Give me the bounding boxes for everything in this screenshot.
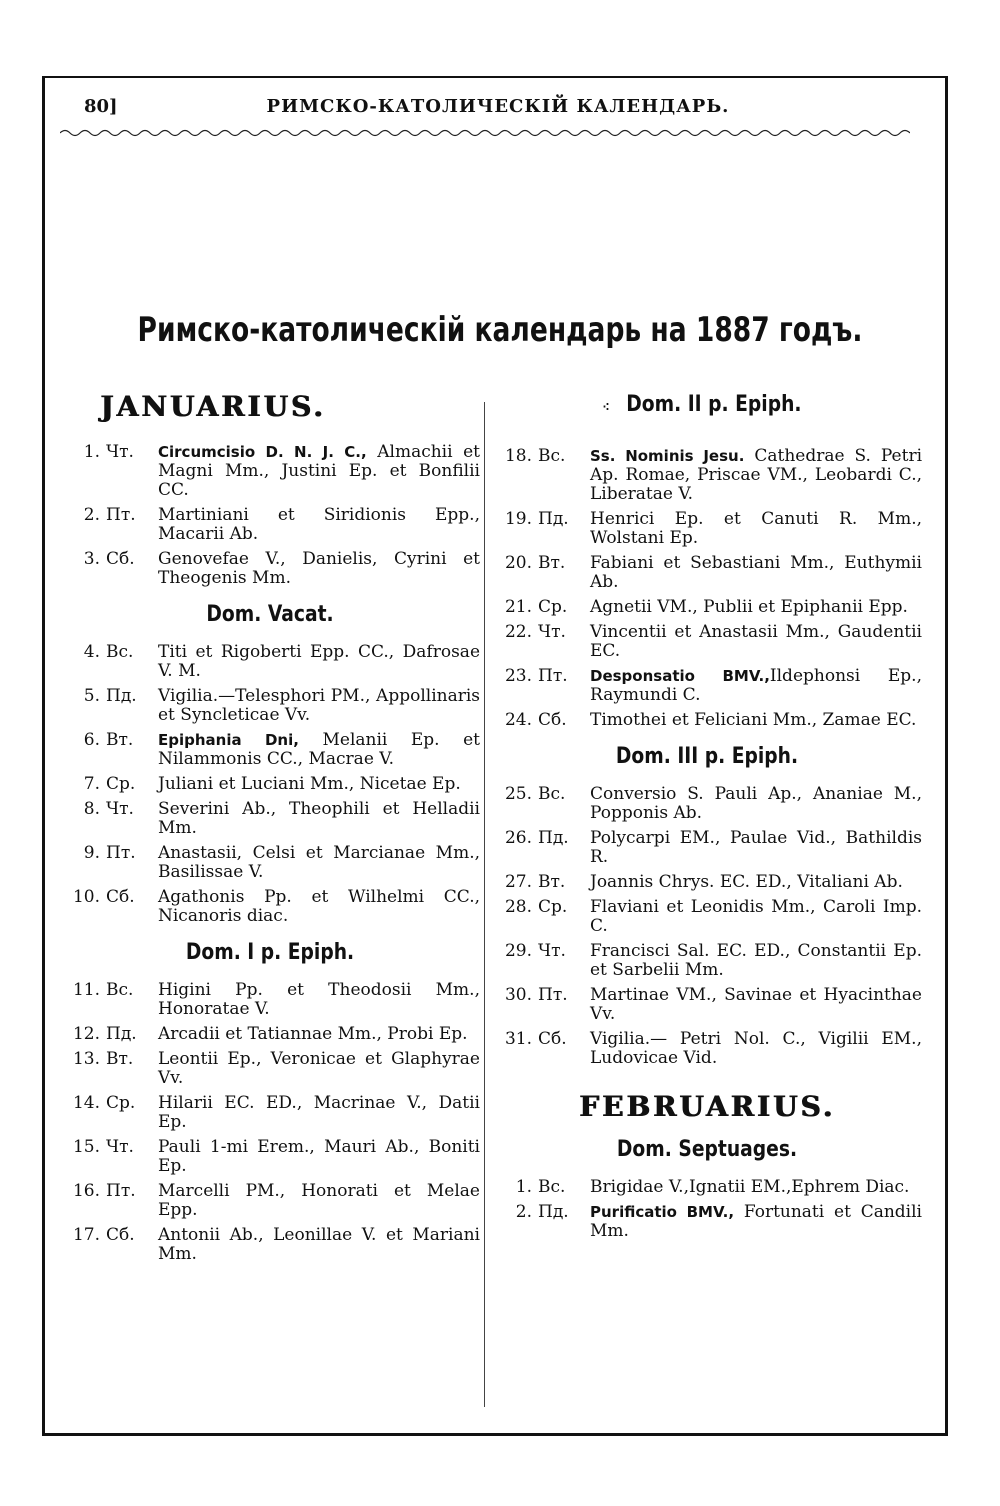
day-number: 29. bbox=[504, 941, 532, 961]
weekday: Пд. bbox=[106, 686, 137, 706]
day-number: 6. bbox=[83, 730, 100, 750]
entry-text bbox=[158, 1226, 480, 1264]
sunday-heading-text: Dom. II p. Epiph. bbox=[626, 392, 802, 417]
day-number: 10. bbox=[72, 887, 100, 907]
calendar-entry bbox=[60, 800, 480, 838]
day-number: 2. bbox=[83, 505, 100, 525]
saints-list: Ildephonsi Ep., Raymundi C. bbox=[590, 666, 922, 705]
calendar-entry bbox=[60, 443, 480, 500]
month-heading-january: JANUARIUS. bbox=[100, 390, 326, 423]
entry-text bbox=[590, 829, 922, 867]
day-number: 21. bbox=[504, 597, 532, 617]
day-number: 5. bbox=[83, 686, 100, 706]
entry-text bbox=[590, 447, 922, 504]
saints-list: Higini Pp. et Theodosii Mm., Honoratae V. bbox=[158, 980, 480, 1019]
day-number: 26. bbox=[504, 828, 532, 848]
weekday: Пд. bbox=[106, 1024, 137, 1044]
entry-text bbox=[158, 800, 480, 838]
saints-list: Brigidae V.,Ignatii EM.,Ephrem Diac. bbox=[590, 1177, 910, 1197]
weekday: Вс. bbox=[538, 784, 566, 804]
saints-list: Vincentii et Anastasii Mm., Gaudentii EC. bbox=[590, 622, 922, 661]
sunday-heading: Dom. Septuages. bbox=[616, 1137, 798, 1162]
saints-list: Agnetii VM., Publii et Epiphanii Epp. bbox=[590, 597, 908, 617]
saints-list: Genovefae V., Danielis, Cyrini et Theogenis Mm. bbox=[158, 549, 480, 588]
day-number: 20. bbox=[504, 553, 532, 573]
weekday: Ср. bbox=[538, 597, 568, 617]
weekday: Вт. bbox=[538, 553, 566, 573]
feast-name: Epiphania Dni, bbox=[158, 731, 299, 749]
calendar-entry bbox=[60, 687, 480, 725]
weekday: Вс. bbox=[106, 642, 134, 662]
day-number: 1. bbox=[83, 442, 100, 462]
calendar-entry bbox=[60, 643, 480, 681]
day-number: 8. bbox=[83, 799, 100, 819]
weekday: Сб. bbox=[106, 1225, 135, 1245]
calendar-entry bbox=[60, 1050, 480, 1088]
day-number: 12. bbox=[72, 1024, 100, 1044]
entry-text bbox=[158, 687, 480, 725]
calendar-entry bbox=[60, 1094, 480, 1132]
calendar-entry bbox=[492, 898, 922, 936]
entry-text bbox=[590, 1030, 922, 1068]
saints-list: Cathedrae S. Petri Ap. Romae, Priscae VM., Leobardi C., Liberatae V. bbox=[590, 446, 923, 504]
calendar-entry bbox=[60, 1182, 480, 1220]
weekday: Пд. bbox=[538, 1202, 569, 1222]
january-block-3 bbox=[60, 981, 480, 1264]
saints-list: Joannis Chrys. EC. ED., Vitaliani Ab. bbox=[590, 872, 903, 892]
weekday: Вс. bbox=[106, 980, 134, 1000]
saints-list: Vigilia.—Telesphori PM., Appollinaris et Syncleticae Vv. bbox=[158, 686, 480, 725]
calendar-entry bbox=[60, 1138, 480, 1176]
day-number: 23. bbox=[504, 666, 532, 686]
entry-text bbox=[590, 598, 922, 617]
day-number: 2. bbox=[515, 1202, 532, 1222]
weekday: Вс. bbox=[538, 1177, 566, 1197]
january-block-5 bbox=[492, 785, 922, 1068]
sunday-mark: ⁖ bbox=[602, 400, 610, 414]
entry-text bbox=[158, 1182, 480, 1220]
sunday-heading bbox=[524, 392, 890, 417]
weekday: Вт. bbox=[106, 1049, 134, 1069]
saints-list: Francisci Sal. EC. ED., Constantii Ep. et Sarbelii Mm. bbox=[590, 941, 922, 980]
weekday: Пт. bbox=[106, 505, 136, 525]
running-title: РИМСКО-КАТОЛИЧЕСКІЙ КАЛЕНДАРЬ. bbox=[266, 96, 730, 117]
calendar-entry bbox=[492, 510, 922, 548]
saints-list: Severini Ab., Theophili et Helladii Mm. bbox=[158, 799, 480, 838]
weekday: Сб. bbox=[538, 710, 567, 730]
entry-text bbox=[590, 711, 922, 730]
saints-list: Almachii et Magni Mm., Justini Ep. et Bonfilii CC. bbox=[158, 442, 480, 500]
weekday: Сб. bbox=[106, 887, 135, 907]
saints-list: Hilarii EC. ED., Macrinae V., Datii Ep. bbox=[158, 1093, 480, 1132]
weekday: Пд. bbox=[538, 828, 569, 848]
saints-list: Martiniani et Siridionis Epp., Macarii Ab. bbox=[158, 505, 480, 544]
entry-text bbox=[590, 667, 922, 705]
feast-name: Desponsatio BMV., bbox=[590, 667, 770, 685]
entry-text bbox=[590, 623, 922, 661]
calendar-entry bbox=[492, 667, 922, 705]
saints-list: Martinae VM., Savinae et Hyacinthae Vv. bbox=[590, 985, 922, 1024]
january-block-4 bbox=[492, 447, 922, 730]
january-block-1 bbox=[60, 443, 480, 588]
calendar-entry bbox=[60, 981, 480, 1019]
day-number: 4. bbox=[83, 642, 100, 662]
weekday: Чт. bbox=[106, 799, 134, 819]
day-number: 17. bbox=[72, 1225, 100, 1245]
day-number: 7. bbox=[83, 774, 100, 794]
saints-list: Arcadii et Tatiannae Mm., Probi Ep. bbox=[158, 1024, 468, 1044]
day-number: 22. bbox=[504, 622, 532, 642]
weekday: Ср. bbox=[538, 897, 568, 917]
day-number: 24. bbox=[504, 710, 532, 730]
weekday: Пт. bbox=[106, 843, 136, 863]
calendar-entry bbox=[492, 623, 922, 661]
calendar-entry bbox=[60, 775, 480, 794]
saints-list: Anastasii, Celsi et Marcianae Mm., Basilissae V. bbox=[158, 843, 480, 882]
weekday: Пт. bbox=[538, 985, 568, 1005]
calendar-entry bbox=[60, 844, 480, 882]
saints-list: Polycarpi EM., Paulae Vid., Bathildis R. bbox=[590, 828, 922, 867]
entry-text bbox=[158, 1025, 480, 1044]
entry-text bbox=[590, 986, 922, 1024]
weekday: Вт. bbox=[106, 730, 134, 750]
calendar-entry bbox=[492, 598, 922, 617]
page-number: 80] bbox=[84, 96, 118, 117]
calendar-entry bbox=[60, 731, 480, 769]
calendar-title: Римско-католическій календарь на 1887 годъ. bbox=[137, 310, 863, 350]
entry-text bbox=[158, 981, 480, 1019]
weekday: Пт. bbox=[106, 1181, 136, 1201]
saints-list: Agathonis Pp. et Wilhelmi CC., Nicanoris diac. bbox=[158, 887, 480, 926]
calendar-entry bbox=[492, 447, 922, 504]
weekday: Ср. bbox=[106, 1093, 136, 1113]
entry-text bbox=[590, 942, 922, 980]
calendar-entry bbox=[492, 873, 922, 892]
entry-text bbox=[590, 898, 922, 936]
day-number: 1. bbox=[515, 1177, 532, 1197]
day-number: 19. bbox=[504, 509, 532, 529]
entry-text bbox=[158, 506, 480, 544]
month-heading-february: FEBRUARIUS. bbox=[578, 1090, 836, 1123]
entry-text bbox=[590, 510, 922, 548]
entry-text bbox=[158, 775, 480, 794]
day-number: 14. bbox=[72, 1093, 100, 1113]
left-column bbox=[60, 390, 480, 1270]
weekday: Пд. bbox=[538, 509, 569, 529]
entry-text bbox=[158, 443, 480, 500]
entry-text bbox=[158, 643, 480, 681]
weekday: Пт. bbox=[538, 666, 568, 686]
saints-list: Henrici Ep. et Canuti R. Mm., Wolstani Ep. bbox=[590, 509, 922, 548]
calendar-entry bbox=[492, 942, 922, 980]
saints-list: Timothei et Feliciani Mm., Zamae EC. bbox=[590, 710, 917, 730]
saints-list: Fabiani et Sebastiani Mm., Euthymii Ab. bbox=[590, 553, 922, 592]
day-number: 31. bbox=[504, 1029, 532, 1049]
entry-text bbox=[158, 888, 480, 926]
saints-list: Leontii Ep., Veronicae et Glaphyrae Vv. bbox=[158, 1049, 480, 1088]
day-number: 18. bbox=[504, 446, 532, 466]
sunday-heading: Dom. Vacat. bbox=[206, 602, 334, 627]
saints-list: Pauli 1-mi Erem., Mauri Ab., Boniti Ep. bbox=[158, 1137, 480, 1176]
saints-list: Flaviani et Leonidis Mm., Caroli Imp. C. bbox=[590, 897, 922, 936]
day-number: 27. bbox=[504, 872, 532, 892]
saints-list: Marcelli PM., Honorati et Melae Epp. bbox=[158, 1181, 480, 1220]
weekday: Чт. bbox=[106, 1137, 134, 1157]
weekday: Чт. bbox=[538, 622, 566, 642]
weekday: Вс. bbox=[538, 446, 566, 466]
saints-list: Titi et Rigoberti Epp. CC., Dafrosae V. M. bbox=[158, 642, 480, 681]
entry-text bbox=[158, 844, 480, 882]
calendar-entry bbox=[492, 829, 922, 867]
calendar-entry bbox=[492, 1030, 922, 1068]
feast-name: Purificatio BMV., bbox=[590, 1203, 735, 1221]
weekday: Ср. bbox=[106, 774, 136, 794]
entry-text bbox=[158, 1138, 480, 1176]
day-number: 16. bbox=[72, 1181, 100, 1201]
entry-text bbox=[590, 1203, 922, 1241]
calendar-entry bbox=[492, 986, 922, 1024]
day-number: 11. bbox=[72, 980, 100, 1000]
saints-list: Juliani et Luciani Mm., Nicetae Ep. bbox=[158, 774, 461, 794]
entry-text bbox=[158, 1094, 480, 1132]
feast-name: Ss. Nominis Jesu. bbox=[590, 447, 745, 465]
page-header bbox=[78, 96, 918, 126]
day-number: 15. bbox=[72, 1137, 100, 1157]
day-number: 9. bbox=[83, 843, 100, 863]
day-number: 13. bbox=[72, 1049, 100, 1069]
sunday-heading: Dom. III p. Epiph. bbox=[615, 744, 799, 769]
calendar-entry bbox=[60, 506, 480, 544]
calendar-entry bbox=[60, 550, 480, 588]
day-number: 3. bbox=[83, 549, 100, 569]
calendar-entry bbox=[492, 785, 922, 823]
february-block-1 bbox=[492, 1178, 922, 1241]
calendar-entry bbox=[60, 1226, 480, 1264]
entry-text bbox=[590, 873, 922, 892]
calendar-entry bbox=[60, 1025, 480, 1044]
weekday: Чт. bbox=[538, 941, 566, 961]
entry-text bbox=[158, 550, 480, 588]
entry-text bbox=[158, 1050, 480, 1088]
wavy-rule bbox=[60, 128, 910, 138]
weekday: Вт. bbox=[538, 872, 566, 892]
saints-list: Antonii Ab., Leonillae V. et Mariani Mm. bbox=[158, 1225, 480, 1264]
feast-name: Circumcisio D. N. J. C., bbox=[158, 443, 367, 461]
entry-text bbox=[590, 554, 922, 592]
calendar-entry bbox=[492, 1178, 922, 1197]
calendar-entry bbox=[492, 1203, 922, 1241]
weekday: Чт. bbox=[106, 442, 134, 462]
day-number: 28. bbox=[504, 897, 532, 917]
weekday: Сб. bbox=[538, 1029, 567, 1049]
saints-list: Fortunati et Candili Mm. bbox=[590, 1202, 922, 1241]
weekday: Сб. bbox=[106, 549, 135, 569]
entry-text bbox=[158, 731, 480, 769]
sunday-heading: Dom. I p. Epiph. bbox=[185, 940, 355, 965]
saints-list: Conversio S. Pauli Ap., Ananiae M., Popponis Ab. bbox=[590, 784, 922, 823]
saints-list: Vigilia.— Petri Nol. C., Vigilii EM., Ludovicae Vid. bbox=[590, 1029, 922, 1068]
right-column bbox=[492, 390, 922, 1247]
calendar-entry bbox=[492, 711, 922, 730]
calendar-entry bbox=[60, 888, 480, 926]
day-number: 25. bbox=[504, 784, 532, 804]
frame-bottom-border bbox=[42, 1433, 948, 1436]
column-divider bbox=[484, 402, 485, 1407]
entry-text bbox=[590, 1178, 922, 1197]
saints-list: Melanii Ep. et Nilammonis CC., Macrae V. bbox=[158, 730, 480, 769]
day-number: 30. bbox=[504, 985, 532, 1005]
entry-text bbox=[590, 785, 922, 823]
january-block-2 bbox=[60, 643, 480, 926]
calendar-entry bbox=[492, 554, 922, 592]
